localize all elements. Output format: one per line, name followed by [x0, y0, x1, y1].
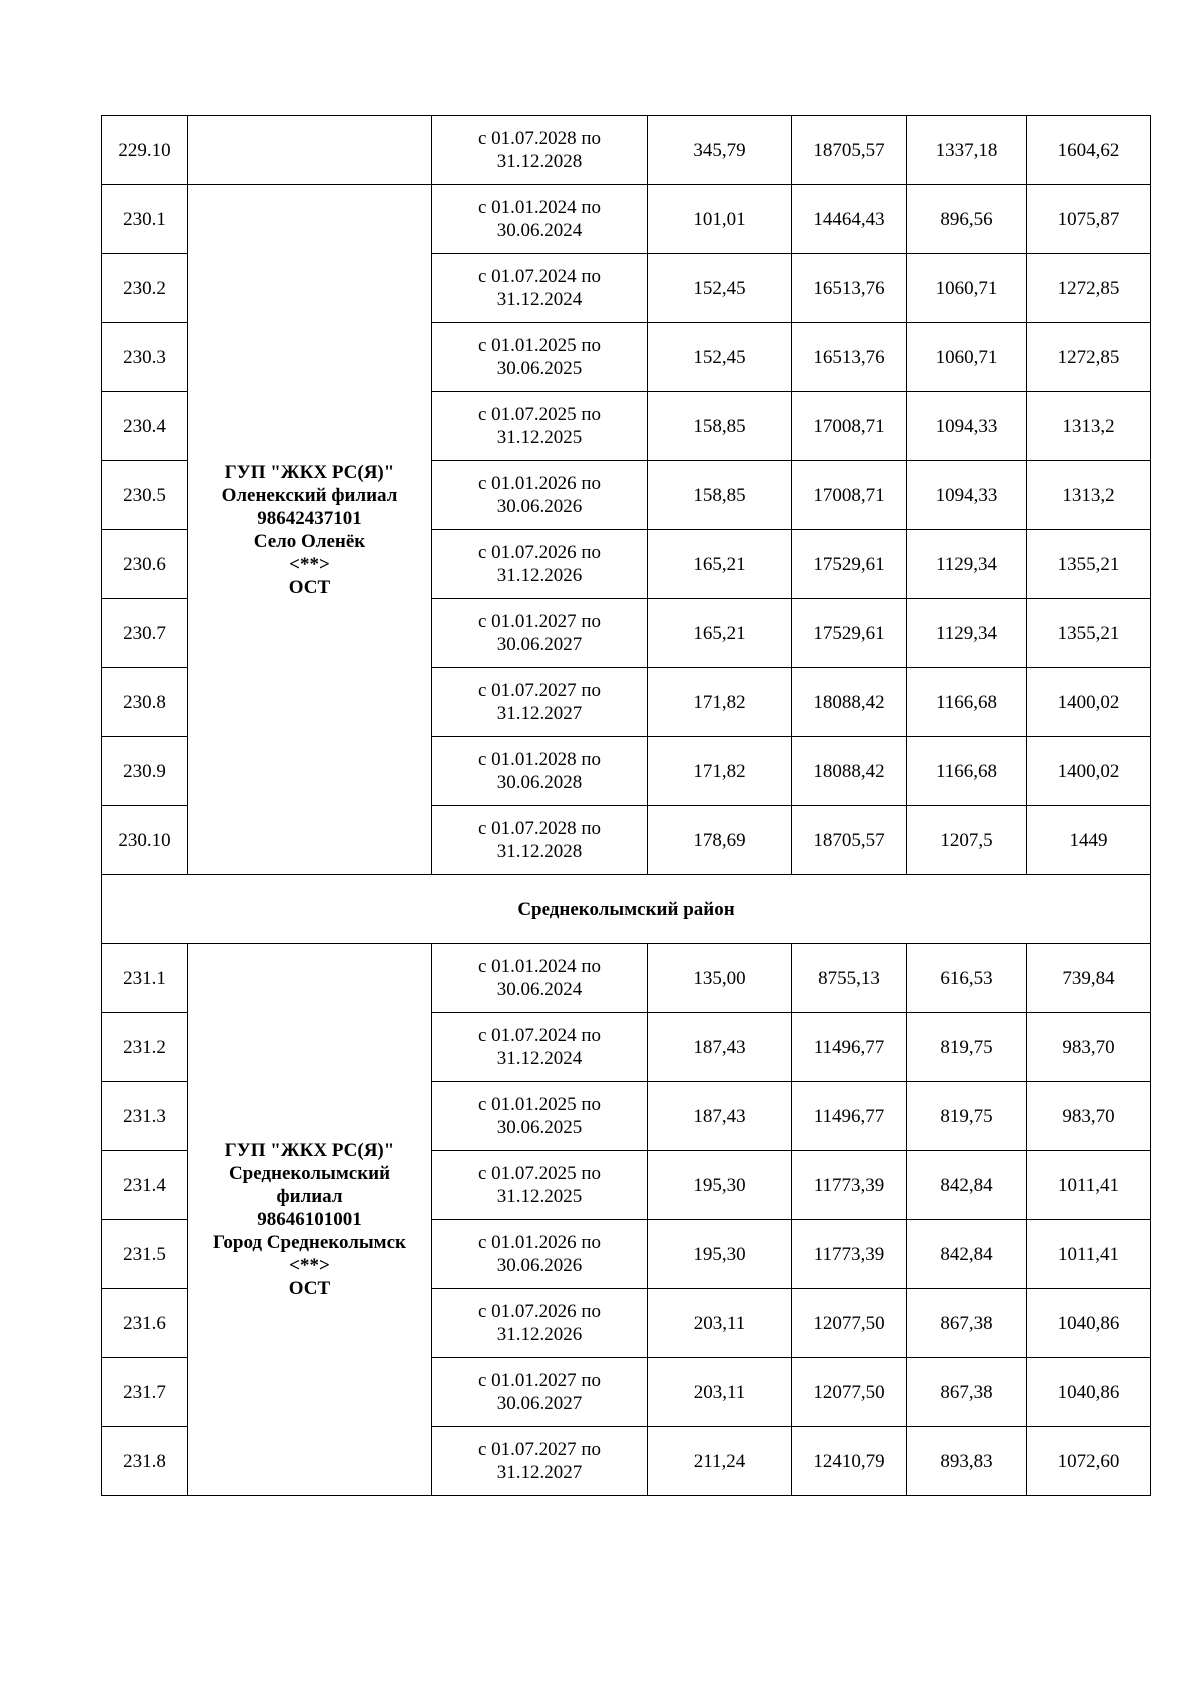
period-cell — [432, 530, 648, 599]
period-from: с 01.07.2028 по — [477, 818, 602, 839]
period-cell — [432, 1358, 648, 1427]
period-to: 31.12.2028 — [496, 151, 583, 172]
period-from: с 01.01.2025 по — [477, 1094, 602, 1115]
value-cell-2: 16513,76 — [792, 254, 907, 323]
organization-line: Оленекский филиал — [221, 484, 398, 506]
value-cell-4: 1040,86 — [1027, 1289, 1151, 1358]
period-from: с 01.07.2025 по — [477, 1163, 602, 1184]
organization-line: ГУП "ЖКХ РС(Я)" — [224, 1140, 395, 1161]
value-cell-4: 1075,87 — [1027, 185, 1151, 254]
period-to: 31.12.2025 — [496, 427, 583, 448]
period-cell — [432, 668, 648, 737]
value-cell-4: 983,70 — [1027, 1013, 1151, 1082]
value-cell-1: 178,69 — [648, 806, 792, 875]
organization-line: ОСТ — [288, 576, 331, 598]
period-cell — [432, 1013, 648, 1082]
value-cell-2: 18705,57 — [792, 116, 907, 185]
organization-line: филиал — [276, 1186, 343, 1207]
row-number: 231.7 — [102, 1358, 188, 1427]
value-cell-3: 867,38 — [907, 1358, 1027, 1427]
value-cell-1: 158,85 — [648, 392, 792, 461]
period-to: 30.06.2024 — [496, 979, 583, 1000]
value-cell-4: 1313,2 — [1027, 392, 1151, 461]
value-cell-4: 739,84 — [1027, 944, 1151, 1013]
period-cell — [432, 737, 648, 806]
tariff-table — [101, 115, 1151, 1496]
value-cell-3: 1060,71 — [907, 323, 1027, 392]
value-cell-2: 14464,43 — [792, 185, 907, 254]
row-number: 231.5 — [102, 1220, 188, 1289]
period-from: с 01.07.2026 по — [477, 542, 602, 563]
value-cell-4: 1449 — [1027, 806, 1151, 875]
value-cell-4: 1072,60 — [1027, 1427, 1151, 1496]
value-cell-1: 152,45 — [648, 254, 792, 323]
period-from: с 01.01.2026 по — [477, 1232, 602, 1253]
period-to: 30.06.2025 — [496, 358, 583, 379]
period-cell — [432, 185, 648, 254]
period-cell — [432, 116, 648, 185]
value-cell-1: 171,82 — [648, 668, 792, 737]
period-to: 30.06.2026 — [496, 496, 583, 517]
value-cell-4: 1355,21 — [1027, 599, 1151, 668]
period-to: 31.12.2026 — [496, 1324, 583, 1345]
period-to: 31.12.2028 — [496, 841, 583, 862]
value-cell-4: 983,70 — [1027, 1082, 1151, 1151]
period-to: 30.06.2027 — [496, 1393, 583, 1414]
period-cell — [432, 461, 648, 530]
organization-cell — [188, 944, 432, 1496]
period-cell — [432, 1427, 648, 1496]
organization-line: 98642437101 — [257, 507, 362, 529]
row-number: 231.8 — [102, 1427, 188, 1496]
row-number: 230.10 — [102, 806, 188, 875]
period-from: с 01.07.2027 по — [477, 680, 602, 701]
value-cell-3: 893,83 — [907, 1427, 1027, 1496]
value-cell-1: 135,00 — [648, 944, 792, 1013]
organization-line: <**> — [289, 553, 330, 575]
row-number: 231.3 — [102, 1082, 188, 1151]
value-cell-3: 819,75 — [907, 1013, 1027, 1082]
period-from: с 01.07.2028 по — [477, 128, 602, 149]
period-cell — [432, 1082, 648, 1151]
period-from: с 01.07.2026 по — [477, 1301, 602, 1322]
row-number: 230.4 — [102, 392, 188, 461]
value-cell-2: 8755,13 — [792, 944, 907, 1013]
value-cell-2: 18705,57 — [792, 806, 907, 875]
period-cell — [432, 254, 648, 323]
row-number: 230.7 — [102, 599, 188, 668]
table-row — [102, 185, 1151, 254]
value-cell-1: 187,43 — [648, 1013, 792, 1082]
value-cell-1: 187,43 — [648, 1082, 792, 1151]
period-cell — [432, 599, 648, 668]
row-number: 231.4 — [102, 1151, 188, 1220]
row-number: 229.10 — [102, 116, 188, 185]
period-from: с 01.07.2027 по — [477, 1439, 602, 1460]
value-cell-3: 896,56 — [907, 185, 1027, 254]
value-cell-1: 165,21 — [648, 599, 792, 668]
table-row — [102, 116, 1151, 185]
value-cell-4: 1272,85 — [1027, 323, 1151, 392]
period-cell — [432, 1289, 648, 1358]
organization-cell — [188, 185, 432, 875]
period-from: с 01.01.2024 по — [477, 197, 602, 218]
period-to: 30.06.2024 — [496, 220, 583, 241]
value-cell-3: 1129,34 — [907, 530, 1027, 599]
period-to: 31.12.2026 — [496, 565, 583, 586]
period-to: 31.12.2024 — [496, 1048, 583, 1069]
row-number: 231.2 — [102, 1013, 188, 1082]
period-to: 30.06.2026 — [496, 1255, 583, 1276]
section-row — [102, 875, 1151, 944]
organization-line: ОСТ — [288, 1278, 331, 1299]
period-cell — [432, 392, 648, 461]
value-cell-1: 203,11 — [648, 1358, 792, 1427]
row-number: 231.6 — [102, 1289, 188, 1358]
period-to: 30.06.2028 — [496, 772, 583, 793]
period-from: с 01.01.2027 по — [477, 1370, 602, 1391]
period-to: 30.06.2027 — [496, 634, 583, 655]
value-cell-3: 819,75 — [907, 1082, 1027, 1151]
org-cell-empty — [188, 116, 432, 185]
value-cell-4: 1400,02 — [1027, 668, 1151, 737]
value-cell-3: 616,53 — [907, 944, 1027, 1013]
tariff-table-body — [102, 116, 1151, 1496]
value-cell-1: 195,30 — [648, 1151, 792, 1220]
period-from: с 01.01.2025 по — [477, 335, 602, 356]
period-to: 31.12.2027 — [496, 703, 583, 724]
period-cell — [432, 1220, 648, 1289]
value-cell-2: 11496,77 — [792, 1013, 907, 1082]
period-cell — [432, 944, 648, 1013]
row-number: 230.3 — [102, 323, 188, 392]
value-cell-3: 867,38 — [907, 1289, 1027, 1358]
value-cell-2: 12077,50 — [792, 1358, 907, 1427]
value-cell-2: 17529,61 — [792, 599, 907, 668]
row-number: 230.6 — [102, 530, 188, 599]
period-from: с 01.01.2026 по — [477, 473, 602, 494]
organization-line: ГУП "ЖКХ РС(Я)" — [224, 461, 395, 483]
value-cell-2: 12077,50 — [792, 1289, 907, 1358]
value-cell-4: 1011,41 — [1027, 1151, 1151, 1220]
value-cell-4: 1011,41 — [1027, 1220, 1151, 1289]
table-row — [102, 944, 1151, 1013]
value-cell-2: 16513,76 — [792, 323, 907, 392]
value-cell-2: 11773,39 — [792, 1220, 907, 1289]
organization-line: <**> — [289, 1255, 330, 1276]
organization-line: Среднеколымский — [228, 1163, 391, 1184]
value-cell-4: 1604,62 — [1027, 116, 1151, 185]
value-cell-1: 345,79 — [648, 116, 792, 185]
value-cell-3: 1337,18 — [907, 116, 1027, 185]
row-number: 230.8 — [102, 668, 188, 737]
period-to: 31.12.2027 — [496, 1462, 583, 1483]
value-cell-1: 101,01 — [648, 185, 792, 254]
period-from: с 01.07.2025 по — [477, 404, 602, 425]
row-number: 230.9 — [102, 737, 188, 806]
period-cell — [432, 806, 648, 875]
value-cell-3: 1166,68 — [907, 737, 1027, 806]
value-cell-2: 18088,42 — [792, 668, 907, 737]
value-cell-1: 158,85 — [648, 461, 792, 530]
period-from: с 01.07.2024 по — [477, 1025, 602, 1046]
organization-line: 98646101001 — [257, 1209, 362, 1230]
value-cell-2: 18088,42 — [792, 737, 907, 806]
period-from: с 01.01.2024 по — [477, 956, 602, 977]
value-cell-4: 1355,21 — [1027, 530, 1151, 599]
section-title: Среднеколымский район — [102, 875, 1151, 944]
value-cell-2: 11773,39 — [792, 1151, 907, 1220]
value-cell-3: 842,84 — [907, 1151, 1027, 1220]
value-cell-3: 1094,33 — [907, 392, 1027, 461]
value-cell-4: 1313,2 — [1027, 461, 1151, 530]
value-cell-2: 17529,61 — [792, 530, 907, 599]
value-cell-4: 1272,85 — [1027, 254, 1151, 323]
value-cell-2: 17008,71 — [792, 392, 907, 461]
value-cell-4: 1040,86 — [1027, 1358, 1151, 1427]
value-cell-4: 1400,02 — [1027, 737, 1151, 806]
period-from: с 01.01.2027 по — [477, 611, 602, 632]
period-cell — [432, 1151, 648, 1220]
value-cell-2: 11496,77 — [792, 1082, 907, 1151]
value-cell-2: 12410,79 — [792, 1427, 907, 1496]
period-from: с 01.07.2024 по — [477, 266, 602, 287]
value-cell-3: 1094,33 — [907, 461, 1027, 530]
value-cell-1: 195,30 — [648, 1220, 792, 1289]
period-cell — [432, 323, 648, 392]
row-number: 230.1 — [102, 185, 188, 254]
value-cell-1: 211,24 — [648, 1427, 792, 1496]
organization-line: Город Среднеколымск — [212, 1232, 407, 1253]
value-cell-3: 842,84 — [907, 1220, 1027, 1289]
value-cell-3: 1060,71 — [907, 254, 1027, 323]
value-cell-1: 165,21 — [648, 530, 792, 599]
value-cell-3: 1166,68 — [907, 668, 1027, 737]
value-cell-3: 1207,5 — [907, 806, 1027, 875]
period-to: 31.12.2025 — [496, 1186, 583, 1207]
value-cell-1: 152,45 — [648, 323, 792, 392]
period-to: 30.06.2025 — [496, 1117, 583, 1138]
value-cell-1: 171,82 — [648, 737, 792, 806]
organization-line: Село Оленёк — [253, 530, 366, 552]
row-number: 231.1 — [102, 944, 188, 1013]
row-number: 230.2 — [102, 254, 188, 323]
period-to: 31.12.2024 — [496, 289, 583, 310]
value-cell-3: 1129,34 — [907, 599, 1027, 668]
value-cell-1: 203,11 — [648, 1289, 792, 1358]
period-from: с 01.01.2028 по — [477, 749, 602, 770]
value-cell-2: 17008,71 — [792, 461, 907, 530]
row-number: 230.5 — [102, 461, 188, 530]
